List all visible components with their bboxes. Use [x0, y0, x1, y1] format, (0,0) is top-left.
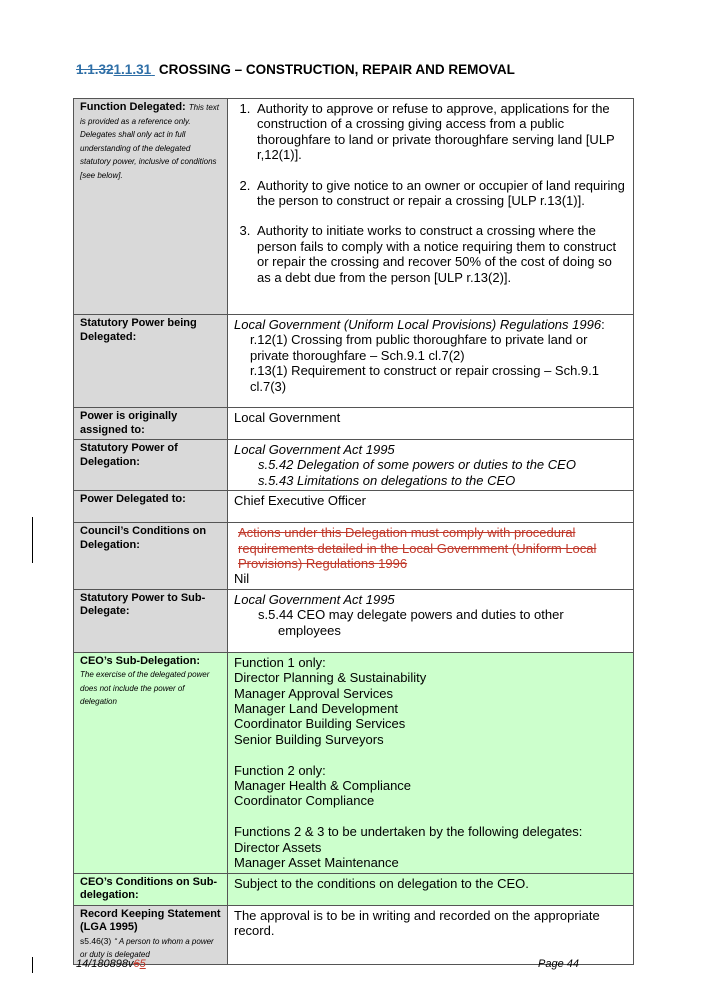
- change-bar: [32, 517, 33, 563]
- row-label: Record Keeping Statement (LGA 1995): [80, 907, 221, 933]
- row-note: The exercise of the delegated power does not include the power of delegation: [80, 670, 210, 707]
- label-cell: [74, 652, 228, 873]
- label-cell: [74, 99, 228, 315]
- label-cell: [74, 873, 228, 905]
- delegate-item: Manager Asset Maintenance: [234, 855, 399, 871]
- doc-id-prefix: 14/180898v: [76, 958, 134, 970]
- row-label: Statutory Power being Delegated:: [80, 317, 197, 343]
- page-number: Page 44: [538, 958, 579, 970]
- value-cell: [228, 99, 634, 315]
- value-cell: Local Government: [228, 408, 634, 440]
- section-line: s.5.44 CEO may delegate powers and duties to other employees: [258, 607, 564, 638]
- row-label: Function Delegated:: [80, 101, 186, 113]
- condition-value: Nil: [234, 571, 250, 587]
- row-label: Power is originally assigned to:: [80, 410, 178, 436]
- value-cell: [228, 315, 634, 408]
- value-cell: [228, 589, 634, 652]
- delegate-item: Manager Land Development: [234, 701, 399, 717]
- act-name: Local Government Act 1995: [234, 591, 395, 607]
- doc-version-inserted: 5: [139, 958, 146, 970]
- act-name: Local Government Act 1995: [234, 442, 395, 457]
- struck-condition-text: Actions under this Delegation must comply with procedural requirements detailed in the Local Government (Uniform Local Provisions) Regulations 1996: [238, 525, 597, 572]
- row-label: CEO’s Conditions on Sub-delegation:: [80, 875, 218, 901]
- row-sub-delegate-power: [74, 589, 634, 652]
- change-bar: [32, 957, 33, 973]
- value-cell: [228, 440, 634, 491]
- heading-number-inserted: 1.1.31: [113, 62, 152, 77]
- act-name: Local Government (Uniform Local Provisions) Regulations 1996: [234, 317, 602, 332]
- label-cell: [74, 315, 228, 408]
- delegate-item: Senior Building Surveyors: [234, 731, 384, 747]
- row-ceo-conditions: [74, 873, 634, 905]
- value-cell: [228, 652, 634, 873]
- value-cell: Subject to the conditions on delegation to the CEO.: [228, 873, 634, 905]
- row-record-keeping: [74, 905, 634, 964]
- label-cell: [74, 440, 228, 491]
- group-title: Functions 2 & 3 to be undertaken by the following delegates:: [234, 824, 583, 840]
- section-heading: [76, 62, 515, 77]
- colon: :: [601, 317, 605, 332]
- heading-title: CROSSING – CONSTRUCTION, REPAIR AND REMOVAL: [158, 62, 515, 77]
- value-cell: The approval is to be in writing and recorded on the appropriate record.: [228, 905, 634, 964]
- heading-number-deleted: 1.1.32: [76, 62, 114, 77]
- list-item: 2. Authority to give notice to an owner or occupier of land requiring the person to construct or repair a crossing [ULP r.13(1)].: [254, 178, 627, 209]
- row-note: “ A person to whom a power or duty is delegated: [80, 936, 214, 959]
- delegate-item: Coordinator Building Services: [234, 716, 406, 732]
- delegate-item: Coordinator Compliance: [234, 793, 375, 809]
- delegate-item: Director Assets: [234, 839, 322, 855]
- document-id: [76, 958, 146, 970]
- group-title: Function 2 only:: [234, 762, 326, 778]
- list-item: 1. Authority to approve or refuse to approve, applications for the construction of a crossing giving access from a public thoroughfare to land or private thoroughfare serving land [ULP r,12(1)].: [254, 101, 627, 163]
- label-cell: [74, 589, 228, 652]
- row-label: Statutory Power to Sub-Delegate:: [80, 591, 206, 618]
- row-delegated-to: [74, 491, 634, 523]
- row-originally-assigned: [74, 408, 634, 440]
- label-cell: [74, 905, 228, 964]
- row-power-of-delegation: [74, 440, 634, 491]
- delegate-item: Manager Approval Services: [234, 685, 393, 701]
- label-cell: [74, 408, 228, 440]
- row-label: Statutory Power of Delegation:: [80, 442, 178, 468]
- row-council-conditions: [74, 523, 634, 590]
- delegate-item: Director Planning & Sustainability: [234, 670, 427, 686]
- section-line: s.5.42 Delegation of some powers or duties to the CEO: [258, 457, 576, 473]
- row-note: This text is provided as a reference only. Delegates shall only act in full understanding of the delegated statutory power, inclusive of conditions [see below].: [80, 103, 220, 180]
- delegation-table: [73, 98, 634, 965]
- label-cell: [74, 491, 228, 523]
- row-label: Council’s Conditions on Delegation:: [80, 525, 207, 551]
- section-ref: s5.46(3): [80, 935, 112, 946]
- list-item: 3. Authority to initiate works to construct a crossing where the person fails to comply with a notice requiring them to construct or repair the crossing and recover 50% of the cost of doing so as a debt due from the person [ULP r.13(2)].: [254, 223, 627, 285]
- row-label: CEO’s Sub-Delegation:: [80, 654, 200, 667]
- regulation-line: r.12(1) Crossing from public thoroughfare to private land or private thoroughfare – Sch.9.1 cl.7(2): [250, 332, 588, 363]
- regulation-line: r.13(1) Requirement to construct or repair crossing – Sch.9.1 cl.7(3): [250, 363, 599, 394]
- delegate-item: Manager Health & Compliance: [234, 778, 412, 794]
- group-title: Function 1 only:: [234, 654, 326, 670]
- row-statutory-power: [74, 315, 634, 408]
- function-list: [234, 101, 627, 285]
- row-label: Power Delegated to:: [80, 493, 186, 506]
- label-cell: [74, 523, 228, 590]
- value-cell: [228, 523, 634, 590]
- value-cell: Chief Executive Officer: [228, 491, 634, 523]
- doc-version-deleted: 6: [133, 958, 140, 970]
- section-line: s.5.43 Limitations on delegations to the CEO: [258, 472, 516, 488]
- row-function-delegated: [74, 99, 634, 315]
- row-ceo-sub-delegation: [74, 652, 634, 873]
